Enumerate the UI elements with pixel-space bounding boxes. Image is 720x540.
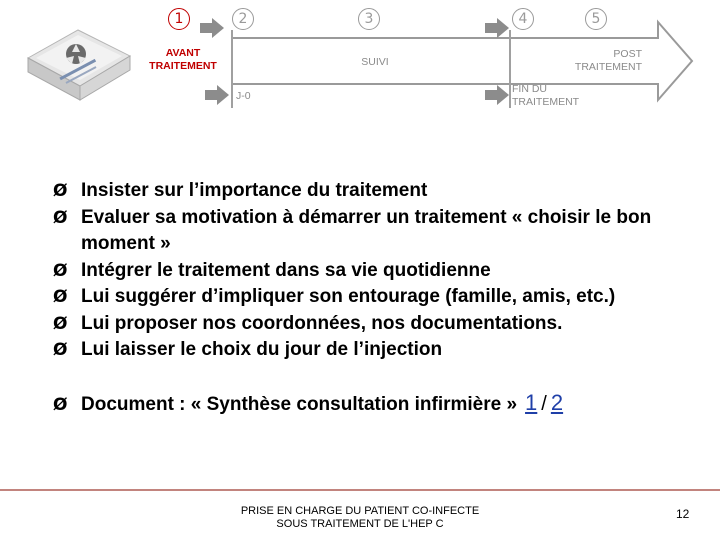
phase-avant-traitement: AVANT TRAITEMENT xyxy=(149,47,217,72)
footer-divider xyxy=(0,489,720,491)
arrow-bullet-icon: Ø xyxy=(53,287,68,307)
arrow-bullet-icon: Ø xyxy=(53,313,68,334)
arrow-bullet-icon: Ø xyxy=(53,207,68,228)
step-3-badge: 3 xyxy=(358,8,380,30)
phase-post-traitement: POST TRAITEMENT xyxy=(574,48,642,73)
footer-title: PRISE EN CHARGE DU PATIENT CO-INFECTE SOUS TRAITEMENT DE L'HEP C xyxy=(240,505,480,530)
document-line xyxy=(53,390,565,416)
phase-fin-du-traitement: FIN DU TRAITEMENT xyxy=(512,83,580,108)
page-number: 12 xyxy=(676,507,690,521)
arrow-bullet-icon: Ø xyxy=(53,340,68,360)
list-item: Ø Intégrer le traitement dans sa vie quotidienne xyxy=(53,258,708,285)
arrow-bullet-icon: Ø xyxy=(53,260,68,281)
step-5-badge: 5 xyxy=(585,8,607,30)
phase-suivi: SUIVI xyxy=(361,56,389,68)
arrow-bullet-icon: Ø xyxy=(53,181,68,201)
step-4-badge: 4 xyxy=(512,8,534,30)
bullet-list xyxy=(53,178,708,364)
document-link-1[interactable]: 1 xyxy=(525,390,538,415)
step-1-badge: 1 xyxy=(168,8,190,30)
phase-j0: J-0 xyxy=(236,90,251,102)
document-label: Document : « Synthèse consultation infirmière » xyxy=(81,394,518,415)
arrow-bullet-icon: Ø xyxy=(53,395,68,415)
list-item: Ø Lui suggérer d’impliquer son entourage (famille, amis, etc.) xyxy=(53,284,708,311)
list-item: Ø Lui laisser le choix du jour de l’injection xyxy=(53,337,708,364)
step-2-badge: 2 xyxy=(232,8,254,30)
document-separator: / xyxy=(541,393,547,415)
list-item: Ø Lui proposer nos coordonnées, nos documentations. xyxy=(53,311,708,338)
document-link-2[interactable]: 2 xyxy=(550,390,564,415)
list-item: Ø Insister sur l’importance du traitement xyxy=(53,178,708,205)
list-item: Ø Evaluer sa motivation à démarrer un traitement « choisir le bon moment » xyxy=(53,205,708,258)
